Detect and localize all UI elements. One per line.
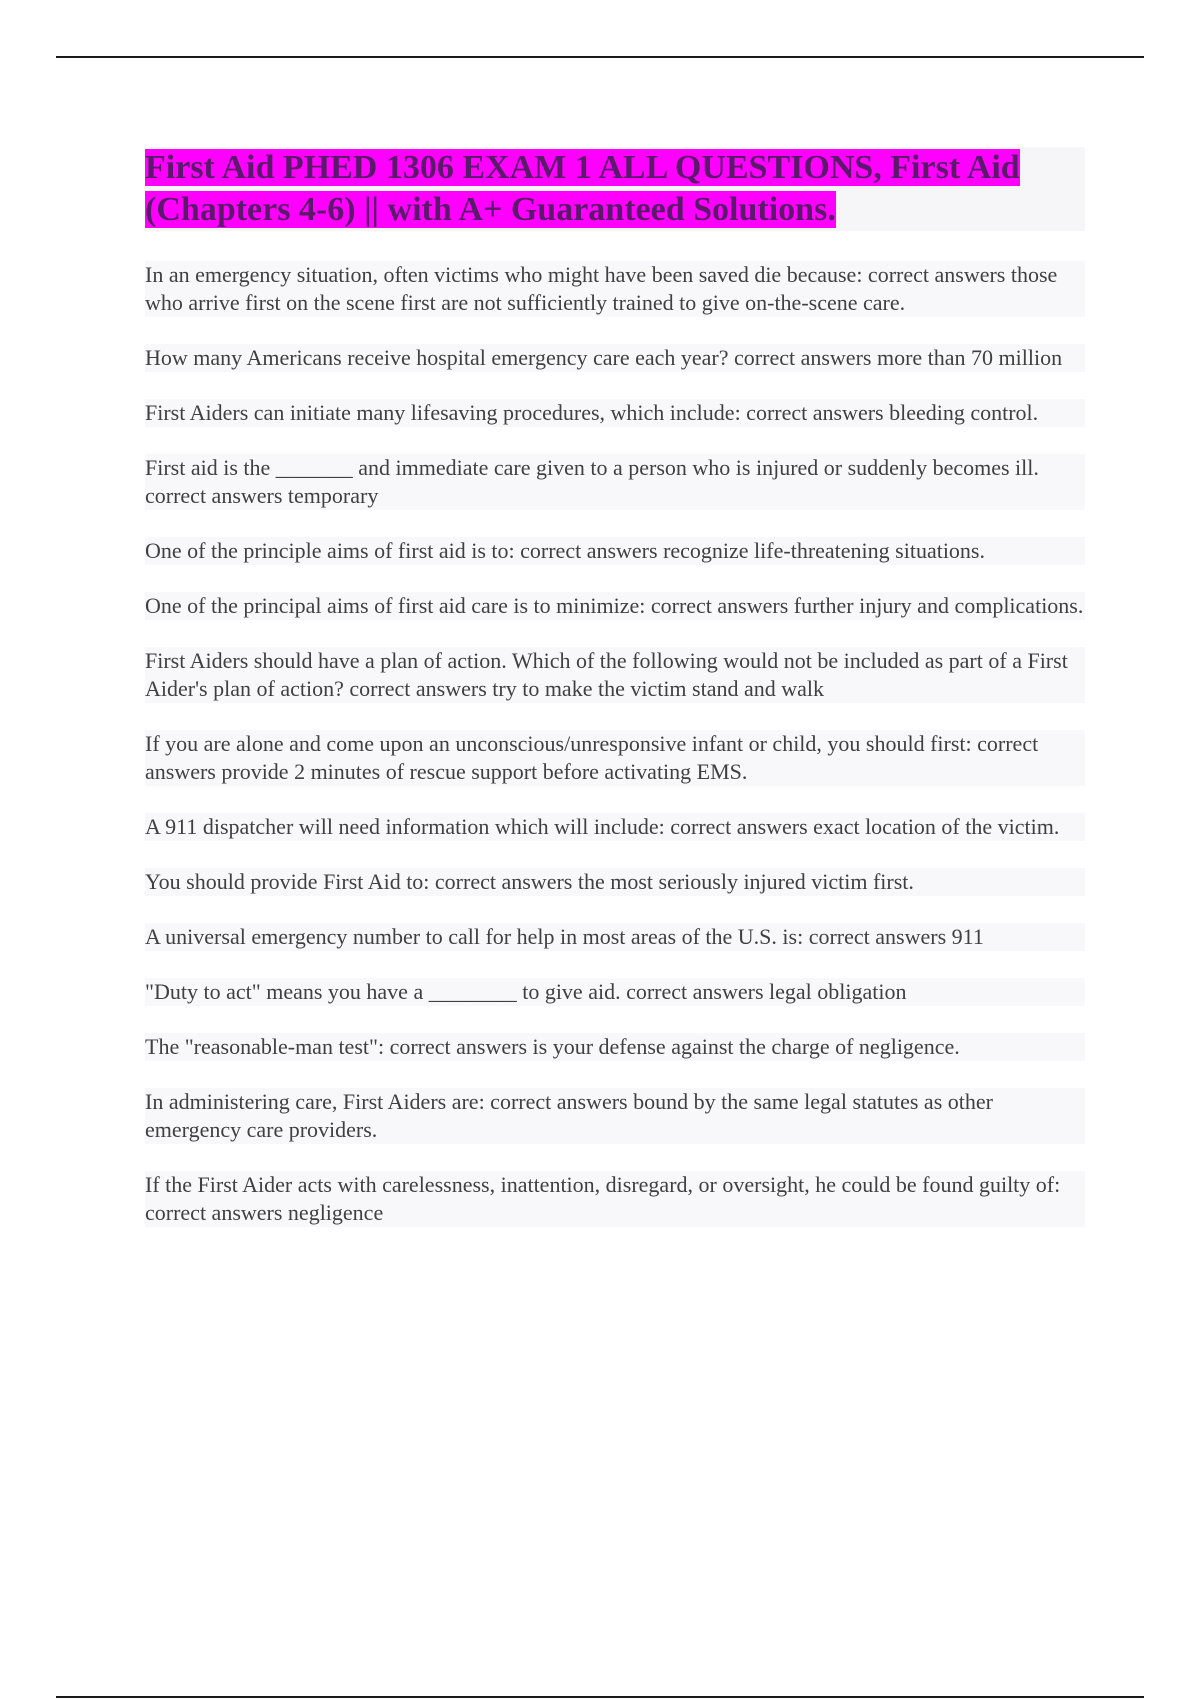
question-item: One of the principle aims of first aid is to: correct answers recognize life-threatening situations. — [145, 537, 1085, 565]
document-title: First Aid PHED 1306 EXAM 1 ALL QUESTIONS, First Aid (Chapters 4-6) || with A+ Guaranteed Solutions. — [145, 149, 1020, 228]
question-item: A universal emergency number to call for help in most areas of the U.S. is: correct answers 911 — [145, 923, 1085, 951]
question-item: First aid is the _______ and immediate care given to a person who is injured or suddenly becomes ill. correct answers temporary — [145, 454, 1085, 510]
question-list — [145, 261, 1085, 1227]
question-item: You should provide First Aid to: correct answers the most seriously injured victim first. — [145, 868, 1085, 896]
top-rule — [56, 56, 1144, 58]
question-item: If the First Aider acts with carelessness, inattention, disregard, or oversight, he could be found guilty of: correct answers negligence — [145, 1171, 1085, 1227]
question-item: In administering care, First Aiders are: correct answers bound by the same legal statutes as other emergency care providers. — [145, 1088, 1085, 1144]
question-item: How many Americans receive hospital emergency care each year? correct answers more than 70 million — [145, 344, 1085, 372]
question-item: First Aiders should have a plan of action. Which of the following would not be included as part of a First Aider's plan of action? correct answers try to make the victim stand and walk — [145, 647, 1085, 703]
question-item: First Aiders can initiate many lifesaving procedures, which include: correct answers bleeding control. — [145, 399, 1085, 427]
question-item: The "reasonable-man test": correct answers is your defense against the charge of negligence. — [145, 1033, 1085, 1061]
question-item: If you are alone and come upon an unconscious/unresponsive infant or child, you should first: correct answers provide 2 minutes of rescue support before activating EMS. — [145, 730, 1085, 786]
bottom-rule — [56, 1696, 1144, 1698]
question-item: In an emergency situation, often victims who might have been saved die because: correct answers those who arrive first on the scene first are not sufficiently trained to give on-the-scene care. — [145, 261, 1085, 317]
question-item: A 911 dispatcher will need information which will include: correct answers exact location of the victim. — [145, 813, 1085, 841]
document-body — [145, 147, 1085, 1254]
question-item: "Duty to act" means you have a ________ to give aid. correct answers legal obligation — [145, 978, 1085, 1006]
question-item: One of the principal aims of first aid care is to minimize: correct answers further injury and complications. — [145, 593, 1084, 618]
title-block — [145, 147, 1085, 231]
